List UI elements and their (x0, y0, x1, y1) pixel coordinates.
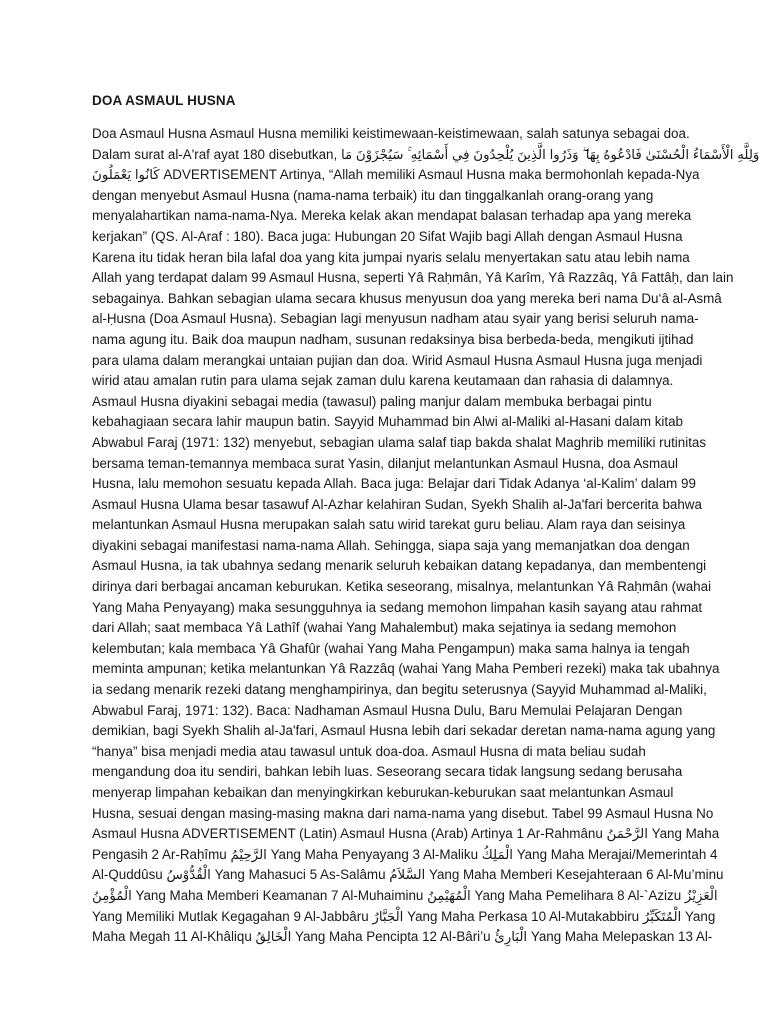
body-text-line: menyerap limpahan kebaikan dan menyingkirkan keburukan-keburukan saat melantunkan Asmaul (92, 785, 674, 800)
body-text-line: dari Allah; saat membaca Yâ Lathîf (wahai Yang Mahalembut) maka sejatinya ia sedang memohon (92, 620, 677, 636)
body-text-line: كَانُوا يَعْمَلُونَ ADVERTISEMENT Artinya, “Allah memiliki Asmaul Husna maka bermohonlah kepada-Nya (92, 167, 700, 183)
body-text-line: الْمُؤْمِنُ Yang Maha Memberi Keamanan 7 Al-Muhaiminu الْمُهَيْمِنُ Yang Maha Pemelihara 8 Al-`Azizu الْعَزِيْزُ (92, 887, 718, 903)
body-text-line: Asmaul Husna diyakini sebagai media (tawasul) paling manjur dalam membuka berbagai pintu (92, 393, 652, 409)
body-text-line: al-Ḥusna (Doa Asmaul Husna). Sebagian lagi menyusun nadham atau syair yang berisi seluruh nama- (92, 311, 699, 327)
body-text-line: kelembutan; kala membaca Yâ Ghafûr (wahai Yang Maha Pengampun) maka sama halnya ia tengah (92, 640, 690, 656)
body-text-line: Asmaul Husna, ia tak ubahnya sedang menarik seluruh kebaikan datang kepadanya, dan membentengi (92, 558, 707, 574)
body-text-line: Yang Maha Penyayang) maka sesungguhnya ia sedang memohon limpahan kasih sayang atau rahmat (92, 599, 703, 615)
body-text-line: melantunkan Asmaul Husna merupakan salah satu wirid tarekat guru beliau. Alam raya dan seisinya (92, 517, 686, 533)
body-text-line: menyalahartikan nama-nama-Nya. Mereka kelak akan mendapat balasan terhadap apa yang mereka (92, 208, 692, 224)
body-text-line: meminta ampunan; ketika melantunkan Yâ Razzâq (wahai Yang Maha Pemberi rezeki) maka tak ubahnya (92, 661, 720, 677)
document-body (92, 124, 760, 948)
body-text-line: Husna, sesuai dengan masing-masing makna dari nama-nama yang disebut. Tabel 99 Asmaul Husna No (92, 805, 714, 821)
body-text-line: Asmaul Husna Ulama besar tasawuf Al-Azhar kelahiran Sudan, Syekh Shalih al-Ja'fari bercerita bahwa (92, 496, 702, 512)
body-text-line: Allah yang terdapat dalam 99 Asmaul Husna, seperti Yâ Raḥmân, Yâ Karîm, Yâ Razzâq, Yâ Fattâḥ, dan lain (92, 270, 734, 286)
body-text-line: bersama teman-temannya membaca surat Yasin, dilanjut melantunkan Asmaul Husna, doa Asmaul (92, 455, 679, 471)
body-text-line: kebahagiaan secara lahir maupun batin. Sayyid Muhammad bin Alwi al-Maliki al-Hasani dalam kitab (92, 414, 683, 430)
body-text-line: Al-Quddûsu الْقُدُّوْسُ Yang Mahasuci 5 As-Salâmu السَّلاَمُ Yang Maha Memberi Kesejahteraan 6 Al-Mu’minu (92, 867, 724, 883)
body-text-line: Karena itu tidak heran bila lafal doa yang kita jumpai nyaris selalu menyertakan satu atau lebih nama (92, 249, 690, 265)
body-text-line: ia sedang menarik rezeki datang menghampirinya, dan begitu seterusnya (Sayyid Muhammad al-Maliki, (92, 682, 707, 698)
body-text-line: Pengasih 2 Ar-Raḥîmu الرَّحِيْمُ Yang Maha Penyayang 3 Al-Maliku الْمَلِكُ Yang Maha Merajai/Memerintah 4 (92, 846, 718, 862)
body-text-line: “hanya” bisa menjadi media atau tawasul untuk doa-doa. Asmaul Husna di mata beliau sudah (92, 743, 646, 759)
body-text-line: mengandung doa itu sendiri, bahkan lebih luas. Seseorang secara tidak langsung sedang berusaha (92, 764, 683, 780)
body-text-line: nama agung itu. Baik doa maupun nadham, susunan redaksinya bisa berbeda-beda, mengikuti ijtihad (92, 331, 694, 347)
body-text-line: dengan menyebut Asmaul Husna (nama-nama terbaik) itu dan tinggalkanlah orang-orang yang (92, 187, 654, 203)
body-text-line: demikian, bagi Syekh Shalih al-Ja'fari, Asmaul Husna lebih dari sekadar deretan nama-nama agung yang (92, 723, 716, 739)
body-text-line: Husna, lalu memohon sesuatu kepada Allah. Baca juga: Belajar dari Tidak Adanya ‘al-Kalim’ dalam 99 (92, 476, 696, 492)
body-text-line: Abwabul Faraj (1971: 132) menyebut, sebagian ulama salaf tiap bakda shalat Maghrib memiliki rutinitas (92, 434, 707, 450)
body-text-line: diyakini sebagai manifestasi nama-nama Allah. Sehingga, siapa saja yang memanjatkan doa dengan (92, 537, 690, 553)
body-text-line: Abwabul Faraj, 1971: 132). Baca: Nadhaman Asmaul Husna Dulu, Baru Memulai Pelajaran Dengan (92, 702, 683, 718)
document-title: DOA ASMAUL HUSNA (92, 93, 236, 108)
body-text-line: wirid atau amalan rutin para ulama sejak zaman dulu karena keutamaan dan rahasia di dalamnya. (92, 373, 674, 389)
body-text-line: Maha Megah 11 Al-Khâliqu الْخَالِقُ Yang Maha Pencipta 12 Al-Bâri’u الْبَارِئُ Yang Maha Melepaskan 13 Al- (92, 929, 713, 945)
body-text-line: para ulama dalam merangkai untaian pujian dan doa. Wirid Asmaul Husna Asmaul Husna juga menjadi (92, 352, 703, 368)
body-text-line: Asmaul Husna ADVERTISEMENT (Latin) Asmaul Husna (Arab) Artinya 1 Ar-Rahmânu الرَّحْمَنُ Yang Maha (92, 826, 720, 842)
body-text-line: Doa Asmaul Husna Asmaul Husna memiliki keistimewaan-keistimewaan, salah satunya sebagai doa. (92, 126, 690, 141)
body-text-line: dirinya dari berbagai ancaman keburukan. Ketika seseorang, misalnya, melantunkan Yâ Raḥmân (wahai (92, 579, 712, 595)
body-text-line: Yang Memiliki Mutlak Kegagahan 9 Al-Jabbâru الْجَبَّارُ Yang Maha Perkasa 10 Al-Mutakabbiru الْمُتَكَبِّرُ Yang (92, 908, 716, 924)
body-text-line: sebagainya. Bahkan sebagian ulama secara khusus menyusun doa yang mereka beri nama Du‘â al-Asmâ (92, 290, 722, 306)
body-text-line: Dalam surat al-A'raf ayat 180 disebutkan, وَلِلَّهِ الْأَسْمَاءُ الْحُسْنَىٰ فَادْعُوهُ بِهَا ۖ وَذَرُوا الَّذِينَ يُلْحِدُونَ فِي أَسْمَائِهِ ۚ سَيُجْزَوْنَ مَا (92, 146, 760, 162)
body-text-line: kerjakan” (QS. Al-Araf : 180). Baca juga: Hubungan 20 Sifat Wajib bagi Allah dengan Asmaul Husna (92, 228, 683, 244)
